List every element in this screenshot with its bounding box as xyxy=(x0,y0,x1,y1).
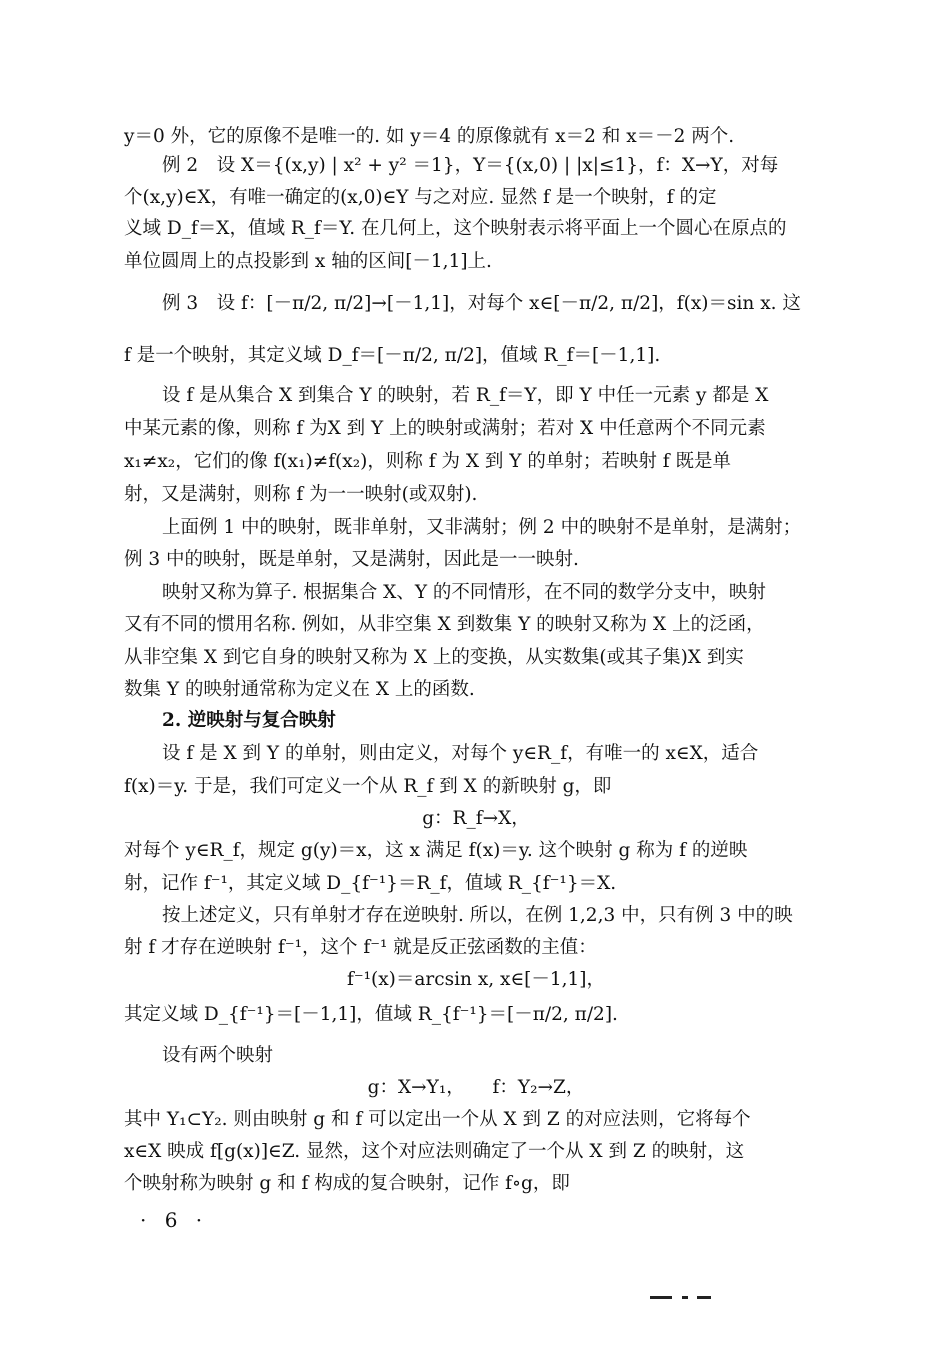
text-line: x∈X 映成 f[g(x)]∈Z. 显然，这个对应法则确定了一个从 X 到 Z 的映射，这 xyxy=(124,1141,745,1162)
text-line: 数集 Y 的映射通常称为定义在 X 上的函数. xyxy=(124,679,475,700)
text-line: y＝0 外，它的原像不是唯一的. 如 y＝4 的原像就有 x＝2 和 x＝－2 两个. xyxy=(124,126,735,147)
formula: g：R_f→X， xyxy=(422,808,530,829)
text-line: 单位圆周上的点投影到 x 轴的区间[－1,1]上. xyxy=(124,251,492,272)
text-line: f 是一个映射，其定义域 D_f＝[－π/2, π/2]，值域 R_f＝[－1,1]. xyxy=(124,345,661,366)
text-line: f(x)＝y. 于是，我们可定义一个从 R_f 到 X 的新映射 g，即 xyxy=(124,776,612,797)
text-line: 例 3 中的映射，既是单射，又是满射，因此是一一映射. xyxy=(124,549,579,570)
scan-mark xyxy=(682,1296,688,1299)
text-line: 从非空集 X 到它自身的映射又称为 X 上的变换，从实数集(或其子集)X 到实 xyxy=(124,647,744,668)
text-line: 射，记作 f⁻¹，其定义域 D_{f⁻¹}＝R_f，值域 R_{f⁻¹}＝X. xyxy=(124,873,617,894)
text-line: 个(x,y)∈X，有唯一确定的(x,0)∈Y 与之对应. 显然 f 是一个映射，f 的定 xyxy=(124,187,717,208)
text-line: 设 f 是从集合 X 到集合 Y 的映射，若 R_f＝Y，即 Y 中任一元素 y 都是 X xyxy=(162,385,769,406)
text-line: 又有不同的惯用名称. 例如，从非空集 X 到数集 Y 的映射又称为 X 上的泛函， xyxy=(124,614,765,635)
text-line: 其中 Y₁⊂Y₂. 则由映射 g 和 f 可以定出一个从 X 到 Z 的对应法则，它将每个 xyxy=(124,1109,751,1130)
text-line: 射，又是满射，则称 f 为一一映射(或双射). xyxy=(124,484,478,505)
section-heading: 2. 逆映射与复合映射 xyxy=(162,710,336,731)
scan-mark xyxy=(650,1296,672,1299)
formula: f⁻¹(x)＝arcsin x, x∈[－1,1]， xyxy=(346,969,606,990)
text-line: 设有两个映射 xyxy=(162,1045,274,1066)
text-line: x₁≠x₂，它们的像 f(x₁)≠f(x₂)，则称 f 为 X 到 Y 的单射；若映射 f 既是单 xyxy=(124,451,731,472)
text-line: 其定义域 D_{f⁻¹}＝[－1,1]，值域 R_{f⁻¹}＝[－π/2, π/2]. xyxy=(124,1004,618,1025)
text-line: 个映射称为映射 g 和 f 构成的复合映射，记作 f∘g，即 xyxy=(124,1173,570,1194)
scan-mark xyxy=(697,1296,711,1299)
text-line: 按上述定义，只有单射才存在逆映射. 所以，在例 1,2,3 中，只有例 3 中的映 xyxy=(162,905,793,926)
page-number: · 6 · xyxy=(140,1208,209,1232)
text-line: 对每个 y∈R_f，规定 g(y)＝x，这 x 满足 f(x)＝y. 这个映射 g 称为 f 的逆映 xyxy=(124,840,748,861)
example-2-line: 例 2 设 X＝{(x,y) | x² + y² ＝1}，Y＝{(x,0) | |x|≤1}，f：X→Y，对每 xyxy=(162,155,779,176)
formula: g：X→Y₁， f：Y₂→Z， xyxy=(367,1077,585,1098)
text-line: 映射又称为算子. 根据集合 X、Y 的不同情形，在不同的数学分支中，映射 xyxy=(162,582,766,603)
example-3-line: 例 3 设 f：[－π/2, π/2]→[－1,1]，对每个 x∈[－π/2, π/2]，f(x)＝sin x. 这 xyxy=(162,293,801,314)
text-line: 设 f 是 X 到 Y 的单射，则由定义，对每个 y∈R_f，有唯一的 x∈X，适合 xyxy=(162,743,759,764)
text-line: 射 f 才存在逆映射 f⁻¹，这个 f⁻¹ 就是反正弦函数的主值： xyxy=(124,937,597,958)
text-line: 中某元素的像，则称 f 为X 到 Y 上的映射或满射；若对 X 中任意两个不同元素 xyxy=(124,418,766,439)
text-line: 义域 D_f＝X，值域 R_f＝Y. 在几何上，这个映射表示将平面上一个圆心在原点的 xyxy=(124,218,787,239)
text-line: 上面例 1 中的映射，既非单射，又非满射；例 2 中的映射不是单射，是满射； xyxy=(162,517,802,538)
